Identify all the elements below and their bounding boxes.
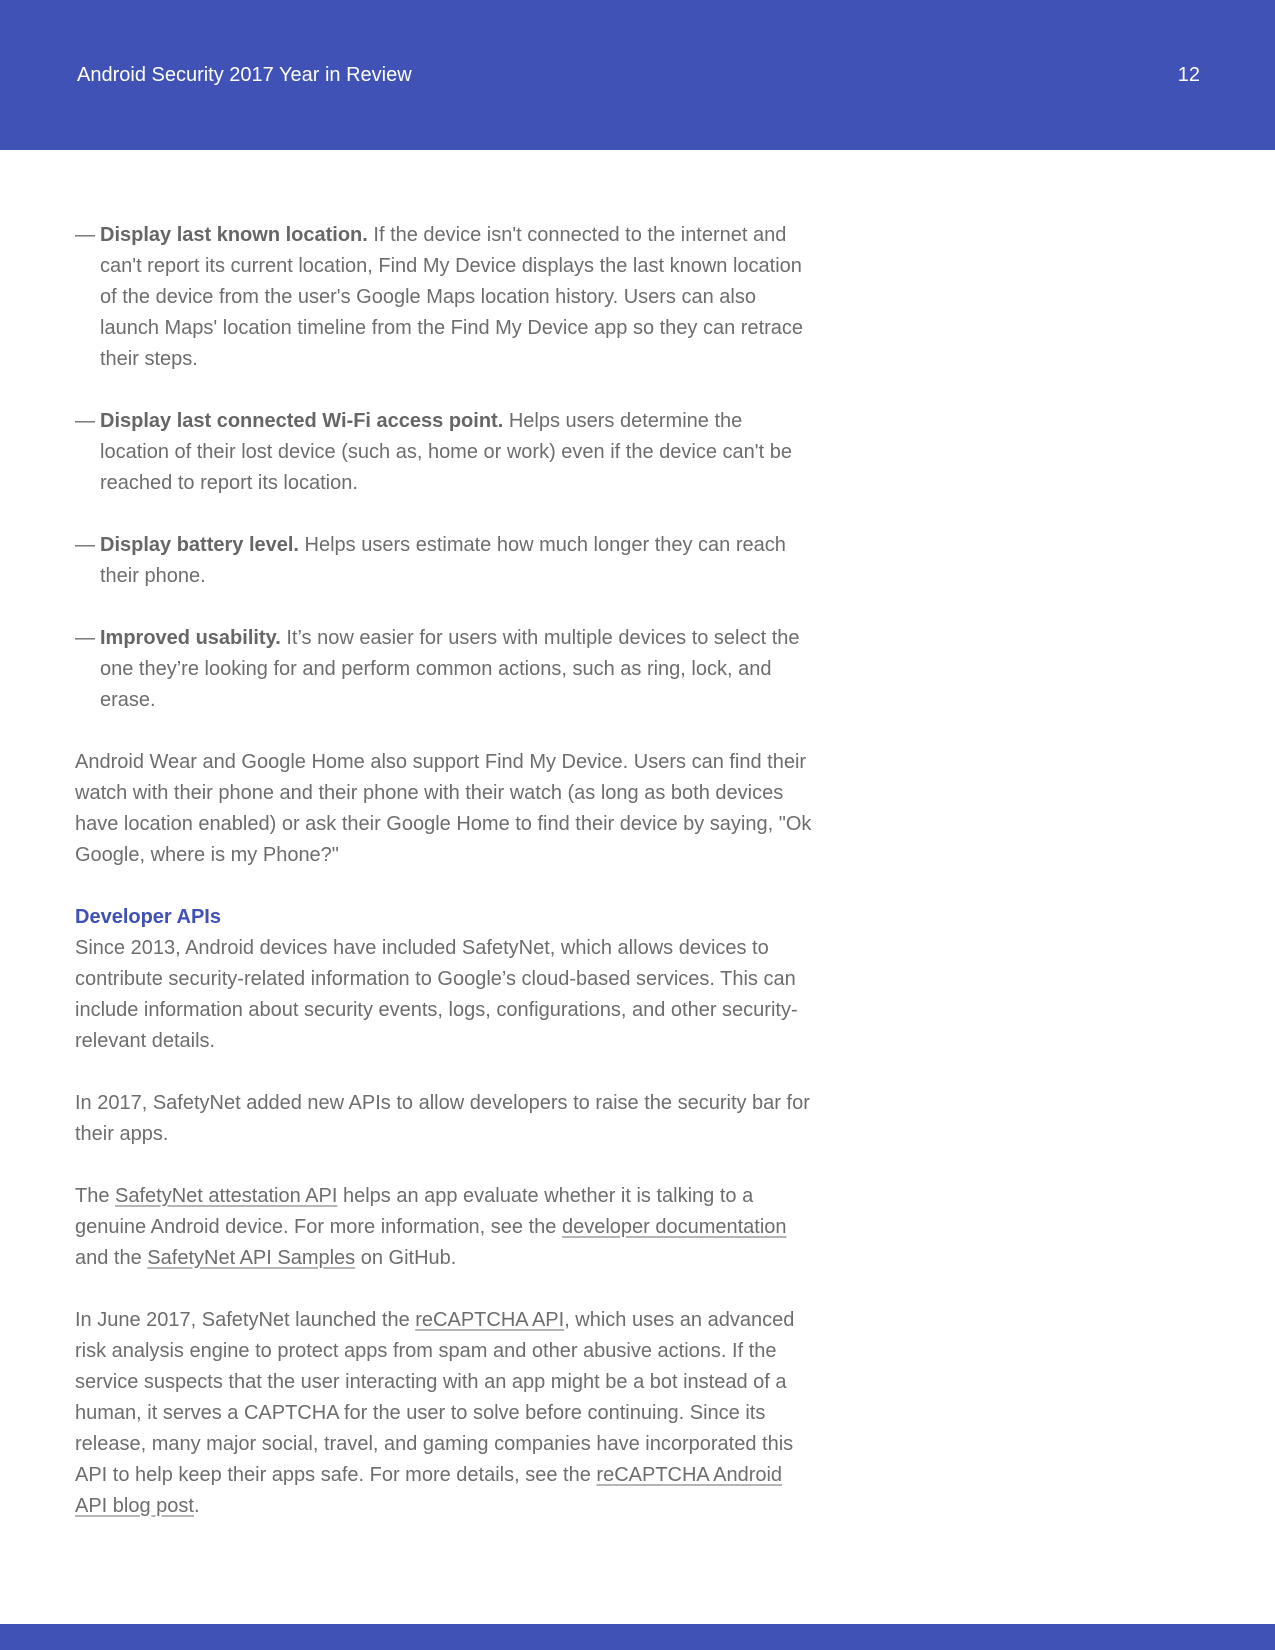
list-item <box>75 530 815 592</box>
safetynet-intro-paragraph: Since 2013, Android devices have included SafetyNet, which allows devices to contribute security-related information to Google’s cloud-based services. This can include information about security events, logs, configurations, and other security-relevant details. <box>75 937 798 1052</box>
bullet-text: Helps users determine the location of their lost device (such as, home or work) even if the device can't be reached to report its location. <box>100 410 792 494</box>
list-item <box>75 220 815 375</box>
text-segment: and the <box>75 1247 148 1269</box>
recaptcha-blog-post-link[interactable]: reCAPTCHA Android API blog post <box>75 1464 783 1517</box>
document-title: Android Security 2017 Year in Review <box>77 64 412 86</box>
safetynet-api-samples-link[interactable]: SafetyNet API Samples <box>147 1247 356 1269</box>
page-content <box>75 220 815 1553</box>
bullet-text: It’s now easier for users with multiple devices to select the one they’re looking for and perform common actions, such as ring, lock, and erase. <box>100 627 800 711</box>
em-dash-bullet: — <box>75 410 95 432</box>
page-number: 12 <box>1177 64 1200 86</box>
bullet-text: If the device isn't connected to the internet and can't report its current location, Find My Device displays the last known location of the device from the user's Google Maps location history. Users can also launch Maps' location timeline from the Find My Device app so they can retrace their steps. <box>100 224 804 370</box>
text-segment: In June 2017, SafetyNet launched the <box>75 1309 416 1331</box>
safetynet-apis-paragraph: In 2017, SafetyNet added new APIs to allow developers to raise the security bar for their apps. <box>75 1092 810 1145</box>
page-footer-bar <box>0 1624 1275 1650</box>
list-item <box>75 623 815 716</box>
bullet-title: Display battery level. <box>100 534 299 556</box>
developer-documentation-link[interactable]: developer documentation <box>561 1216 787 1238</box>
text-segment: helps an app evaluate whether it is talking to a genuine Android device. For more information, see the <box>75 1185 754 1238</box>
list-item <box>75 406 815 499</box>
bullet-title: Improved usability. <box>100 627 281 649</box>
bullet-title: Display last connected Wi-Fi access point. <box>100 410 504 432</box>
attestation-paragraph <box>75 1181 815 1274</box>
em-dash-bullet: — <box>75 224 95 246</box>
text-segment: on GitHub. <box>355 1247 457 1269</box>
recaptcha-paragraph <box>75 1305 815 1522</box>
bullet-title: Display last known location. <box>100 224 368 246</box>
page-header <box>0 0 1275 150</box>
em-dash-bullet: — <box>75 627 95 649</box>
text-segment: The <box>75 1185 116 1207</box>
em-dash-bullet: — <box>75 534 95 556</box>
recaptcha-api-link[interactable]: reCAPTCHA API <box>415 1309 565 1331</box>
safetynet-attestation-api-link[interactable]: SafetyNet attestation API <box>115 1185 338 1207</box>
section-heading-developer-apis: Developer APIs <box>75 906 221 928</box>
bullet-text: Helps users estimate how much longer they can reach their phone. <box>100 534 786 587</box>
text-segment: . <box>193 1495 200 1517</box>
wear-paragraph: Android Wear and Google Home also support Find My Device. Users can find their watch with their phone and their phone with their watch (as long as both devices have location enabled) or ask their Google Home to find their device by saying, "Ok Google, where is my Phone?" <box>75 751 812 866</box>
text-segment: , which uses an advanced risk analysis engine to protect apps from spam and other abusive actions. If the service suspects that the user interacting with an app might be a bot instead of a human, it serves a CAPTCHA for the user to solve before continuing. Since its release, many major social, travel, and gaming companies have incorporated this API to help keep their apps safe. For more details, see the <box>75 1309 795 1486</box>
